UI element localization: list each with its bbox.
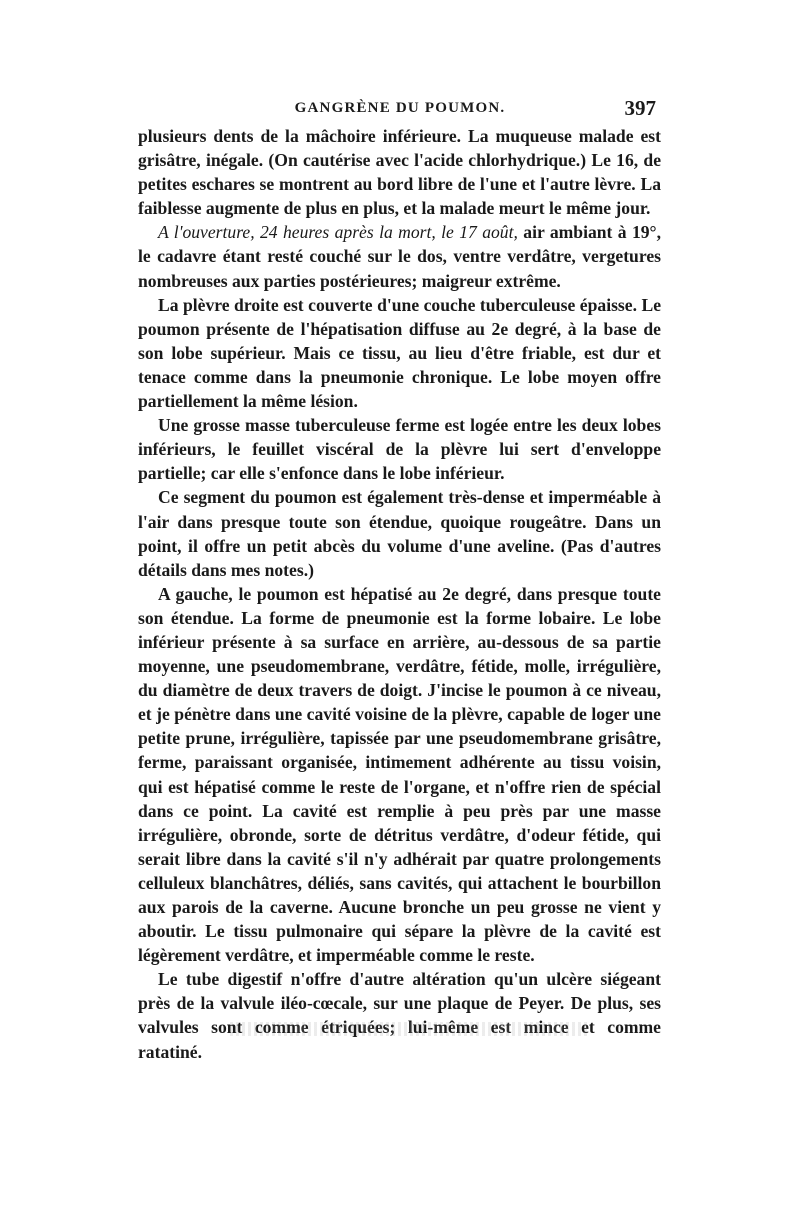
- running-head: [140, 98, 660, 124]
- paragraph: Le tube digestif n'offre d'autre altération qu'un ulcère siégeant près de la valvule iléo-cœcale, sur une plaque de Peyer. De plus, ses valvules sont comme étriquées; lui-même est mince et comme ratatiné.: [138, 969, 661, 1062]
- paragraph: Ce segment du poumon est également très-dense et imperméable à l'air dans presque toute son étendue, quoique rougeâtre. Dans un point, il offre un petit abcès du volume d'une aveline. (Pas d'autres détails dans mes notes.): [138, 487, 661, 580]
- bleed-through-texture: [230, 1022, 590, 1036]
- running-title: GANGRÈNE DU POUMON.: [294, 100, 506, 116]
- paragraph-text: air ambiant à 19°, le cadavre étant resté couché sur le dos, ventre verdâtre, vergetures nombreuses aux parties postérieures; maigreur extrême.: [138, 222, 661, 291]
- paragraph: [138, 220, 661, 292]
- page-number: 397: [624, 96, 656, 120]
- italic-lead: A l'ouverture, 24 heures après la mort, le 17 août,: [158, 222, 518, 243]
- paragraph: A gauche, le poumon est hépatisé au 2e degré, dans presque toute son étendue. La forme de pneumonie est la forme lobaire. Le lobe inférieur présente à sa surface en arrière, au-dessous de sa partie moyenne, une pseudomembrane, verdâtre, fétide, molle, irrégulière, du diamètre de deux travers de doigt. J'incise le poumon à ce niveau, et je pénètre dans une cavité voisine de la plèvre, capable de loger une petite prune, irrégulière, tapissée par une pseudomembrane grisâtre, ferme, paraissant organisée, intimement adhérente au tissu voisin, qui est hépatisé comme le reste de l'organe, et n'offre rien de spécial dans ce point. La cavité est remplie à peu près par une masse irrégulière, obronde, sorte de détritus verdâtre, d'odeur fétide, qui serait libre dans la cavité s'il n'y adhérait par quatre prolongements celluleux blanchâtres, déliés, sans cavités, qui attachent le bourbillon aux parois de la caverne. Aucune bronche un peu grosse ne vient y aboutir. Le tissu pulmonaire qui sépare la plèvre de la cavité est légèrement verdâtre, et imperméable comme le reste.: [138, 583, 661, 966]
- paragraph: Une grosse masse tuberculeuse ferme est logée entre les deux lobes inférieurs, le feuillet viscéral de la plèvre lui sert d'enveloppe partielle; car elle s'enfonce dans le lobe inférieur.: [138, 415, 661, 484]
- paragraph: plusieurs dents de la mâchoire inférieure. La muqueuse malade est grisâtre, inégale. (On cautérise avec l'acide chlorhydrique.) Le 16, de petites eschares se montrent au bord libre de l'une et l'autre lèvre. La faiblesse augmente de plus en plus, et la malade meurt le même jour.: [138, 126, 661, 219]
- body-text: [138, 124, 661, 1064]
- paragraph: La plèvre droite est couverte d'une couche tuberculeuse épaisse. Le poumon présente de l'hépatisation diffuse au 2e degré, à la base de son lobe supérieur. Mais ce tissu, au lieu d'être friable, est dur et tenace comme dans la pneumonie chronique. Le lobe moyen offre partiellement la même lésion.: [138, 294, 661, 412]
